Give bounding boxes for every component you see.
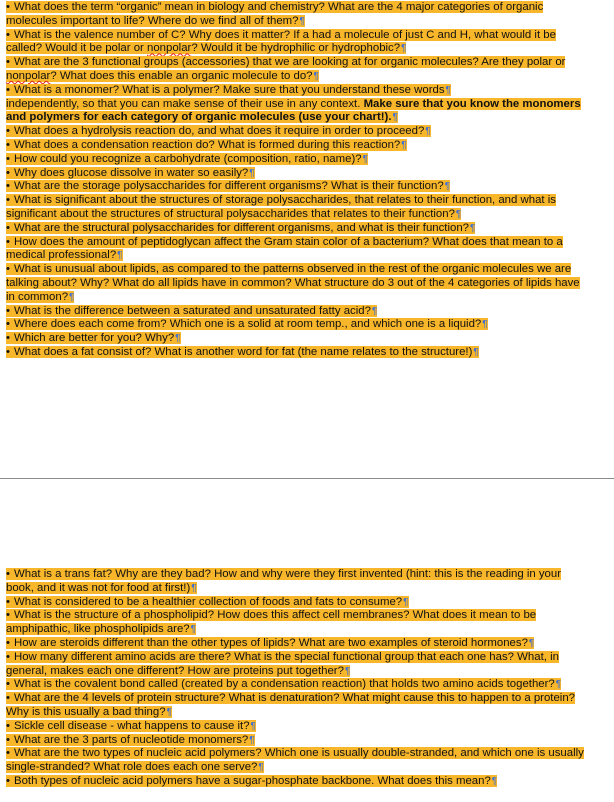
highlighted-text — [6, 180, 450, 192]
highlighted-text — [6, 153, 368, 165]
question-paragraph — [6, 609, 590, 637]
question-text: What is unusual about lipids, as compared to the patterns observed in the rest of the organic molecules we are talking about? Why? What do all lipids have in common? What structure do 3 out of the 4 categories of lipids have in common? — [6, 263, 580, 303]
pilcrow-icon: ¶ — [528, 637, 535, 649]
pilcrow-icon: ¶ — [491, 775, 498, 787]
bullet-icon: • — [6, 609, 10, 622]
highlighted-text — [6, 84, 451, 96]
pilcrow-icon: ¶ — [401, 43, 407, 55]
question-paragraph — [6, 139, 590, 153]
question-text: Which are better for you? Why? — [14, 332, 175, 345]
question-paragraph — [6, 332, 590, 346]
highlighted-text — [6, 56, 565, 82]
question-text: How are steroids different than the other types of lipids? What are two examples of steroid hormones? — [14, 636, 528, 649]
question-text: ? What does this enable an organic molecule to do? — [50, 69, 313, 82]
highlighted-text — [6, 775, 497, 787]
highlighted-text — [6, 318, 488, 330]
question-text: How could you recognize a carbohydrate (composition, ratio, name)? — [14, 152, 362, 165]
highlighted-text — [6, 236, 563, 262]
question-text: Where does each come from? Which one is a solid at room temp., and which one is a liquid? — [14, 318, 482, 331]
question-paragraph — [6, 153, 590, 167]
highlighted-text — [6, 651, 559, 677]
bullet-icon: • — [6, 678, 10, 691]
bullet-icon: • — [6, 304, 10, 317]
question-paragraph — [6, 167, 590, 181]
document-page-2 — [0, 480, 614, 802]
bullet-icon: • — [6, 774, 10, 787]
question-text: What does a hydrolysis reaction do, and what does it require in order to proceed? — [14, 125, 425, 138]
bullet-icon: • — [6, 125, 10, 138]
bullet-icon: • — [6, 180, 10, 193]
question-paragraph — [6, 596, 590, 610]
pilcrow-icon: ¶ — [175, 333, 181, 345]
pilcrow-icon: ¶ — [470, 222, 476, 234]
question-text: How does the amount of peptidoglycan affect the Gram stain color of a bacterium? What does that mean to a medical professional? — [6, 235, 563, 262]
highlighted-text — [6, 98, 581, 124]
pilcrow-icon: ¶ — [190, 624, 197, 636]
highlighted-text — [6, 29, 556, 55]
highlighted-text — [6, 747, 584, 773]
pilcrow-icon: ¶ — [249, 734, 255, 746]
bullet-icon: • — [6, 194, 10, 207]
highlighted-text — [6, 1, 543, 27]
question-paragraph — [6, 678, 590, 692]
pilcrow-icon: ¶ — [473, 346, 479, 358]
page-2-question-list — [6, 568, 590, 789]
pilcrow-icon: ¶ — [166, 706, 172, 718]
question-paragraph — [6, 318, 590, 332]
question-paragraph — [6, 346, 590, 360]
question-text: What are the 4 levels of protein structure? What is denaturation? What might cause this to happen to a protein? Why is this usually a bad thing? — [6, 692, 575, 718]
question-paragraph — [6, 98, 590, 126]
pilcrow-icon: ¶ — [250, 720, 256, 732]
spelling-error-word: nonpolar — [147, 42, 192, 55]
pilcrow-icon: ¶ — [444, 181, 451, 193]
page-break-divider — [0, 478, 614, 479]
question-text: Sickle cell disease - what happens to cause it? — [14, 719, 250, 732]
page-1-question-list — [6, 1, 590, 360]
question-paragraph — [6, 305, 590, 319]
highlighted-text — [6, 167, 255, 179]
question-paragraph — [6, 775, 590, 789]
question-paragraph — [6, 692, 590, 720]
pilcrow-icon: ¶ — [249, 167, 255, 179]
bullet-icon: • — [6, 28, 10, 41]
question-text: What is a monomer? What is a polymer? Make sure that you understand these words — [14, 83, 445, 96]
question-paragraph — [6, 222, 590, 236]
pilcrow-icon: ¶ — [445, 84, 451, 96]
bullet-icon: • — [6, 719, 10, 732]
question-text: What are the two types of nucleic acid polymers? Which one is usually double-stranded, and which one is usually single-stranded? What role does each one serve? — [6, 747, 584, 774]
question-paragraph — [6, 637, 590, 651]
spelling-error-word: nonpolar — [6, 69, 51, 82]
pilcrow-icon: ¶ — [362, 153, 368, 165]
highlighted-text — [6, 734, 255, 746]
pilcrow-icon: ¶ — [401, 139, 407, 151]
bullet-icon: • — [6, 166, 10, 179]
bullet-icon: • — [6, 692, 10, 705]
question-paragraph — [6, 180, 590, 194]
bullet-icon: • — [6, 636, 10, 649]
pilcrow-icon: ¶ — [392, 112, 398, 124]
question-text: What are the 3 parts of nucleotide monomers? — [14, 733, 249, 746]
bullet-icon: • — [6, 318, 10, 331]
highlighted-text — [6, 263, 580, 303]
pilcrow-icon: ¶ — [69, 291, 75, 303]
bullet-icon: • — [6, 263, 10, 276]
question-text: What is the difference between a saturated and unsaturated fatty acid? — [14, 304, 371, 317]
question-paragraph — [6, 194, 590, 222]
highlighted-text — [6, 346, 479, 358]
question-paragraph — [6, 651, 590, 679]
highlighted-text — [6, 305, 377, 317]
bullet-icon: • — [6, 733, 10, 746]
highlighted-text — [6, 596, 409, 608]
question-text: What is a trans fat? Why are they bad? How and why were they first invented (hint: this is the reading in your book, and it was not for food at first!) — [6, 568, 562, 594]
pilcrow-icon: ¶ — [313, 70, 319, 82]
highlighted-text — [6, 222, 475, 234]
question-paragraph — [6, 236, 590, 264]
question-text: How many different amino acids are there? What is the special functional group that each one has? What, in general, makes each one different? How are proteins put together? — [6, 650, 559, 677]
pilcrow-icon: ¶ — [425, 126, 431, 138]
pilcrow-icon: ¶ — [555, 679, 562, 691]
highlighted-text — [6, 692, 575, 718]
highlighted-text — [6, 637, 534, 649]
bullet-icon: • — [6, 152, 10, 165]
highlighted-text — [6, 332, 181, 344]
pilcrow-icon: ¶ — [371, 305, 378, 317]
question-text: What is the valence number of C? Why does it matter? If a had a molecule of just C and H, what would it be called? Would it be polar or — [6, 28, 556, 55]
pilcrow-icon: ¶ — [191, 582, 197, 594]
question-text: What does a condensation reaction do? What is formed during this reaction? — [14, 138, 401, 151]
highlighted-text — [6, 609, 536, 635]
question-paragraph — [6, 56, 590, 84]
bullet-icon: • — [6, 650, 10, 663]
question-paragraph — [6, 84, 590, 98]
question-text: What is the structure of a phospholipid? How does this affect cell membranes? What does it mean to be amphipathic, like phospholipids are? — [6, 609, 537, 636]
question-text: Both types of nucleic acid polymers have a sugar-phosphate backbone. What does this mean? — [14, 774, 491, 787]
question-text: independently, so that you can make sense of their use in any context. — [6, 97, 364, 110]
pilcrow-icon: ¶ — [344, 665, 351, 677]
question-paragraph — [6, 1, 590, 29]
question-text: What are the storage polysaccharides for different organisms? What is their function? — [14, 180, 444, 193]
highlighted-text — [6, 125, 431, 137]
bullet-icon: • — [6, 221, 10, 234]
highlighted-text — [6, 568, 561, 594]
highlighted-text — [6, 720, 256, 732]
highlighted-text — [6, 139, 407, 151]
pilcrow-icon: ¶ — [403, 596, 409, 608]
pilcrow-icon: ¶ — [299, 15, 305, 27]
question-paragraph — [6, 747, 590, 775]
question-text: What are the structural polysaccharides for different organisms, and what is their function? — [14, 221, 470, 234]
bullet-icon: • — [6, 568, 10, 580]
question-text: What is considered to be a healthier collection of foods and fats to consume? — [14, 595, 403, 608]
bullet-icon: • — [6, 747, 10, 760]
bullet-icon: • — [6, 56, 10, 69]
pilcrow-icon: ¶ — [258, 762, 264, 774]
highlighted-text — [6, 678, 561, 690]
emphasis-text: Make sure that you know the monomers and polymers for each category of organic molecules (use your chart!). — [6, 97, 581, 124]
highlighted-text — [6, 194, 556, 220]
question-paragraph — [6, 568, 590, 596]
question-paragraph — [6, 29, 590, 57]
question-text: What does the term “organic” mean in biology and chemistry? What are the 4 major categories of organic molecules important to life? Where do we find all of them? — [6, 1, 544, 27]
pilcrow-icon: ¶ — [117, 250, 123, 262]
question-paragraph — [6, 263, 590, 304]
bullet-icon: • — [6, 345, 10, 358]
bullet-icon: • — [6, 235, 10, 248]
question-text: What does a fat consist of? What is another word for fat (the name relates to the structure!) — [14, 345, 473, 358]
question-paragraph — [6, 125, 590, 139]
pilcrow-icon: ¶ — [482, 319, 488, 331]
pilcrow-icon: ¶ — [455, 208, 462, 220]
question-text: What is significant about the structures of storage polysaccharides, that relates to their function, and what is significant about the structures of structural polysaccharides that relates to their function? — [6, 194, 556, 220]
bullet-icon: • — [6, 332, 10, 345]
question-paragraph — [6, 720, 590, 734]
question-paragraph — [6, 734, 590, 748]
question-text: What are the 3 functional groups (accessories) that we are looking at for organic molecules? Are they polar or — [14, 56, 566, 69]
bullet-icon: • — [6, 83, 10, 96]
bullet-icon: • — [6, 1, 10, 13]
question-text: Why does glucose dissolve in water so easily? — [14, 166, 249, 179]
question-text: ? Would it be hydrophilic or hydrophobic? — [191, 42, 401, 55]
bullet-icon: • — [6, 595, 10, 608]
question-text: What is the covalent bond called (created by a condensation reaction) that holds two amino acids together? — [14, 678, 555, 691]
bullet-icon: • — [6, 138, 10, 151]
